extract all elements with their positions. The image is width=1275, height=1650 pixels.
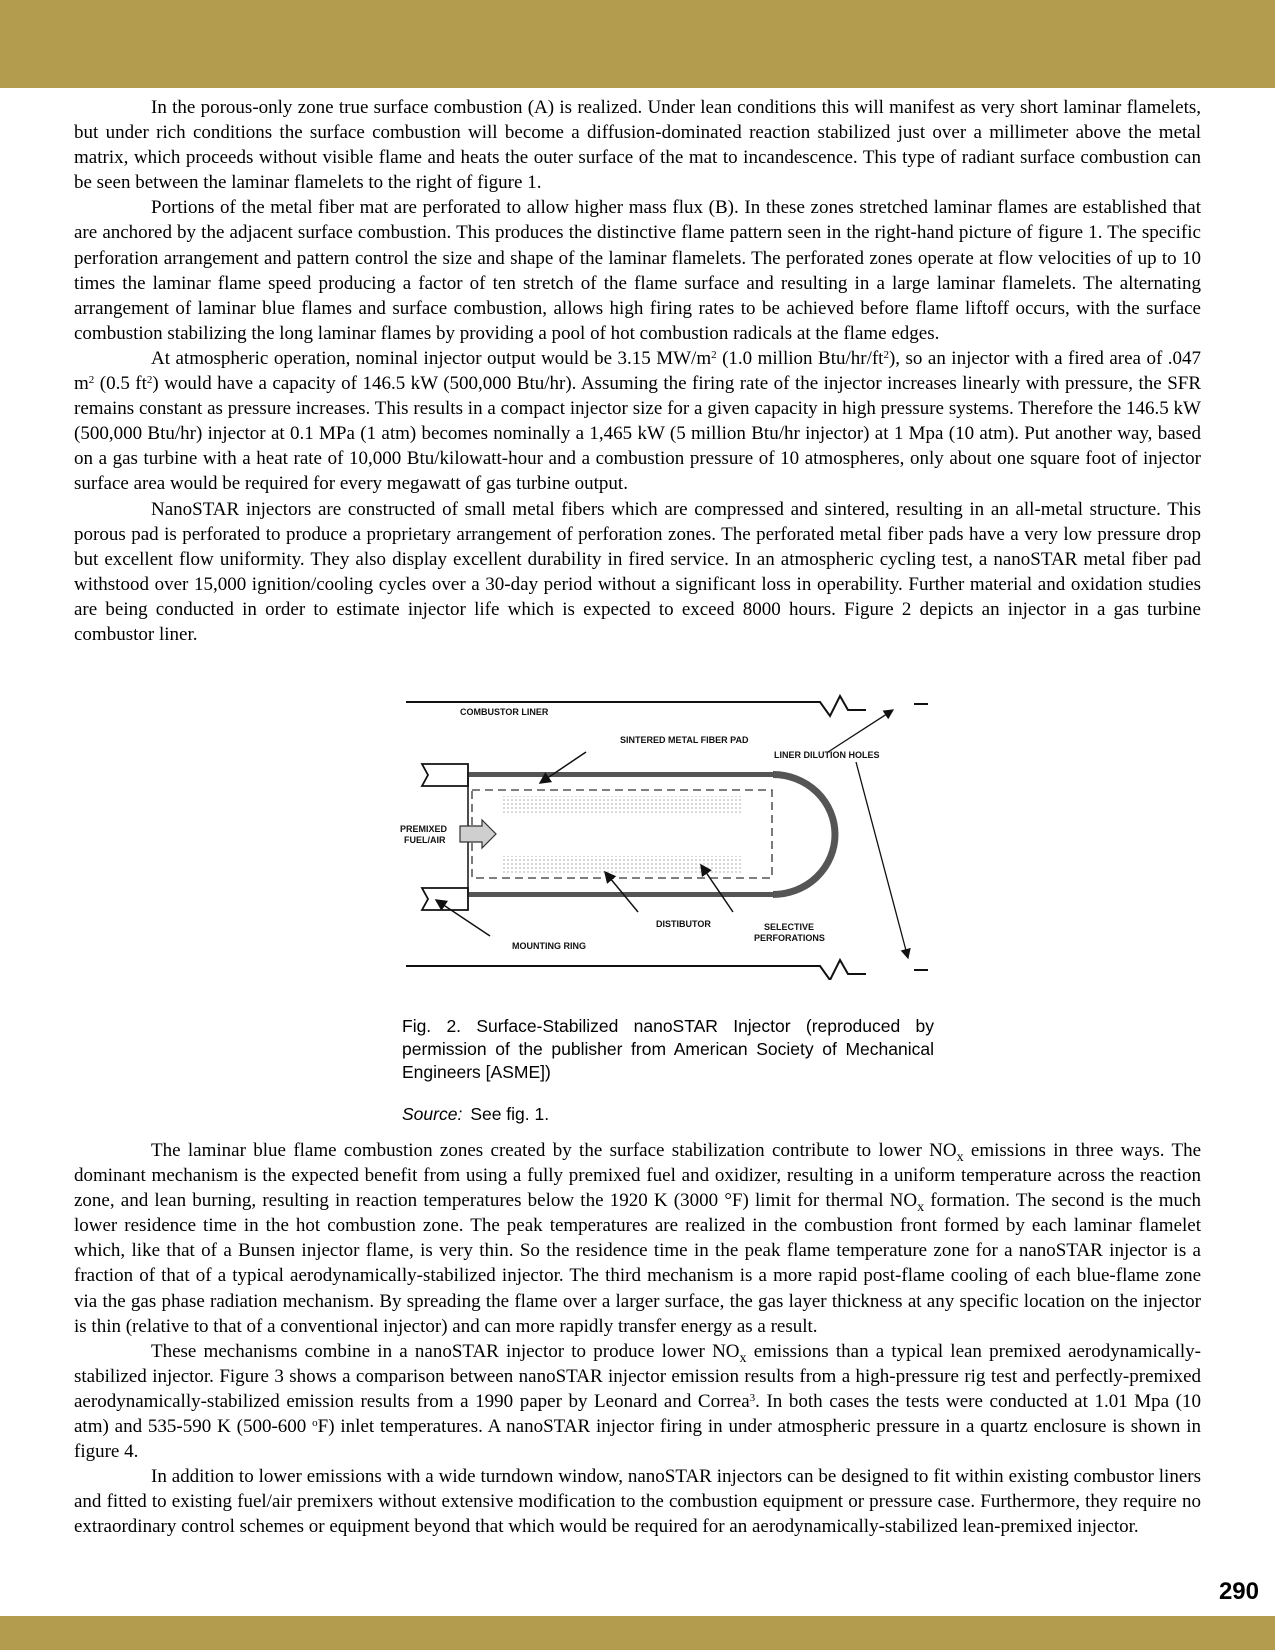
paragraph-7: In addition to lower emissions with a wide turndown window, nanoSTAR injectors can be designed to fit within existing combustor liners and fitted to existing fuel/air premixers without extensive modification to the combustion equipment or pressure case. Furthermore, they require no extraordinary control schemes or equipment beyond that which would be required for an aerodynamically-stabilized lean-premixed injector. xyxy=(74,1466,1201,1538)
page-number: 290 xyxy=(1218,1578,1259,1605)
body-text-top xyxy=(74,95,1201,647)
paragraph-5: The laminar blue flame combustion zones created by the surface stabilization contribute to lower $NO_x$ emissions in three ways. The dominant mechanism is the expected benefit from using a fully premixed fuel and oxidizer, resulting in a uniform temperature across the reaction zone, and lean burning, resulting in reaction temperatures below the 1920 K (3000 °F) limit for thermal $NO_x$ formation. The second is the much lower residence time in the hot combustion zone. The peak temperatures are realized in the combustion front formed by each laminar flamelet which, like that of a Bunsen injector flame, is very thin. So the residence time in the peak flame temperature zone for a nanoSTAR injector is a fraction of that of a typical aerodynamically-stabilized injector. The third mechanism is a more rapid post-flame cooling of each blue-flame zone via the gas phase radiation mechanism. By spreading the flame over a larger surface, the gas layer thickness at any specific location on the injector is thin (relative to that of a conventional injector) and can more rapidly transfer energy as a result. xyxy=(74,1140,1202,1337)
label-dilution-holes: LINER DILUTION HOLES xyxy=(774,750,880,760)
pad-end-cap xyxy=(773,775,835,895)
perforation-zone-top xyxy=(502,796,742,814)
pad-top-wall xyxy=(468,772,773,777)
paragraph-1: In the porous-only zone true surface combustion (A) is realized. Under lean conditions this will manifest as very short laminar flamelets, but under rich conditions the surface combustion will become a diffusion-dominated reaction stabilized just over a millimeter above the metal matrix, which proceeds without visible flame and heats the outer surface of the mat to incandescence. This type of radiant surface combustion can be seen between the laminar flamelets to the right of figure 1. xyxy=(74,97,1201,194)
body-text-bottom xyxy=(74,1138,1201,1540)
pad-bottom-wall xyxy=(468,892,773,897)
header-bar xyxy=(0,0,1275,88)
paragraph-4: NanoSTAR injectors are constructed of small metal fibers which are compressed and sintered, resulting in an all-metal structure. This porous pad is perforated to produce a proprietary arrangement of perforation zones. The perforated metal fiber pads have a very low pressure drop but excellent flow uniformity. They also display excellent durability in fired service. In an atmospheric cycling test, a nanoSTAR metal fiber pad withstood over 15,000 ignition/cooling cycles over a 30-day period without a significant loss in operability. Further material and oxidation studies are being conducted in order to estimate injector life which is expected to exceed 8000 hours. Figure 2 depicts an injector in a gas turbine combustor liner. xyxy=(74,498,1201,645)
figure-source: Source: See fig. 1. xyxy=(402,1104,550,1124)
label-mounting-ring: MOUNTING RING xyxy=(512,941,586,951)
liner-bottom-line xyxy=(406,960,866,980)
paragraph-6: These mechanisms combine in a nanoSTAR injector to produce lower $NO_x$ emissions than a typical lean premixed aerodynamically-stabilized injector. Figure 3 shows a comparison between nanoSTAR injector emission results from a high-pressure rig test and perfectly-premixed aerodynamically-stabilized emission results from a 1990 paper by Leonard and Correa$^3$. In both cases the tests were conducted at 1.01 Mpa (10 atm) and 535-590 K (500-600 $^o$F) inlet temperatures. A nanoSTAR injector firing in under atmospheric pressure in a quartz enclosure is shown in figure 4. xyxy=(74,1340,1201,1463)
injector-diagram xyxy=(398,690,938,980)
label-combustor-liner: COMBUSTOR LINER xyxy=(460,707,549,717)
paragraph-2: Portions of the metal fiber mat are perforated to allow higher mass flux (B). In these zones stretched laminar flames are established that are anchored by the adjacent surface combustion. This produces the distinctive flame pattern seen in the right-hand picture of figure 1. The specific perforation arrangement and pattern control the size and shape of the laminar flamelets. The perforated zones operate at flow velocities of up to 10 times the laminar flame speed producing a factor of ten stretch of the flame surface and resulting in a large laminar flamelets. The alternating arrangement of laminar blue flames and surface combustion, allows high firing rates to be achieved before flame liftoff occurs, with the surface combustion stabilizing the long laminar flames by providing a pool of hot combustion radicals at the flame edges. xyxy=(74,197,1201,344)
figure-caption: Fig. 2. Surface-Stabilized nanoSTAR Injector (reproduced by permission of the publisher from American Society of Mechanical Engineers [ASME]) xyxy=(402,1016,934,1082)
label-premixed: PREMIXED xyxy=(400,824,448,834)
inflow-arrow xyxy=(460,820,496,848)
footer-bar xyxy=(0,1616,1275,1650)
label-perforations: PERFORATIONS xyxy=(754,933,825,943)
label-selective: SELECTIVE xyxy=(764,922,815,932)
label-fuel-air: FUEL/AIR xyxy=(404,835,446,845)
label-distributor: DISTIBUTOR xyxy=(656,919,711,929)
paragraph-3: At atmospheric operation, nominal injector output would be 3.15 $MW/m^2$ (1.0 million Btu/$hr/ft^2$), so an injector with a fired area of .047 $m^2$ (0.5 $ft^2$) would have a capacity of 146.5 kW (500,000 Btu/hr). Assuming the firing rate of the injector increases linearly with pressure, the SFR remains constant as pressure increases. This results in a compact injector size for a given capacity in high pressure systems. Therefore the 146.5 kW (500,000 Btu/hr) injector at 0.1 MPa (1 atm) becomes nominally a 1,465 kW (5 million Btu/hr injector) at 1 Mpa (10 atm). Put another way, based on a gas turbine with a heat rate of 10,000 Btu/kilowatt-hour and a combustion pressure of 10 atmospheres, only about one square foot of injector surface area would be required for every megawatt of gas turbine output. xyxy=(74,347,1201,495)
mounting-ring-top xyxy=(422,764,468,786)
label-sintered-pad: SINTERED METAL FIBER PAD xyxy=(620,735,749,745)
